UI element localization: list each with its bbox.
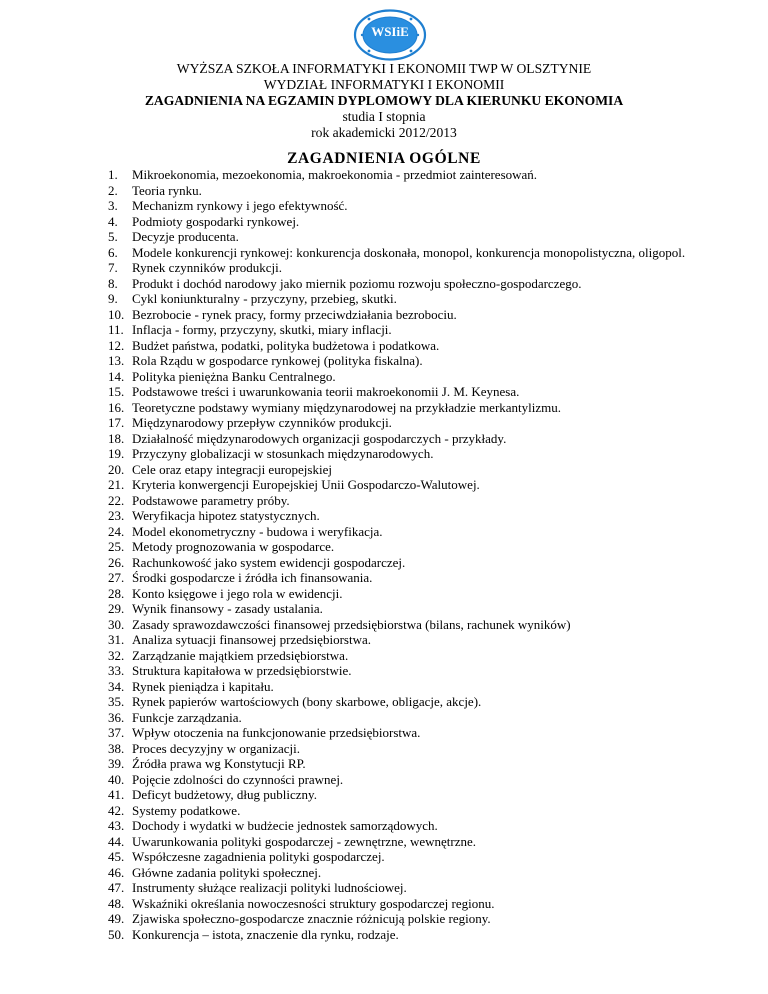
topic-number: 17. xyxy=(108,415,125,430)
topic-text: Rynek czynników produkcji. xyxy=(132,260,283,275)
topic-item xyxy=(108,477,685,493)
topic-number: 39. xyxy=(108,756,125,771)
topic-text: Źródła prawa wg Konstytucji RP. xyxy=(132,756,306,771)
topic-number: 25. xyxy=(108,539,125,554)
topic-item xyxy=(108,229,685,245)
university-logo xyxy=(353,9,427,61)
topic-text: Systemy podatkowe. xyxy=(132,802,241,818)
topic-text: Modele konkurencji rynkowej: konkurencja doskonała, monopol, konkurencja monopolistyczna, oligopol. xyxy=(132,244,686,260)
topic-item xyxy=(108,710,685,726)
topic-item xyxy=(108,508,685,524)
topic-text: Podmioty gospodarki rynkowej. xyxy=(132,213,300,229)
topic-text: Rola Rządu w gospodarce rynkowej (polityka fiskalna). xyxy=(132,353,423,368)
topic-item xyxy=(108,539,685,555)
topic-item xyxy=(108,338,685,354)
topic-item xyxy=(108,741,685,757)
topic-text: Weryfikacja hipotez statystycznych. xyxy=(132,508,320,523)
topic-text: Konto księgowe i jego rola w ewidencji. xyxy=(132,585,343,601)
topic-item xyxy=(108,648,685,664)
topic-number: 43. xyxy=(108,818,125,833)
topic-number: 18. xyxy=(108,430,125,446)
topic-text: Funkcje zarządzania. xyxy=(132,709,242,725)
topic-text: Środki gospodarcze i źródła ich finansowania. xyxy=(132,570,373,585)
topic-number: 37. xyxy=(108,725,125,740)
section-title: ZAGADNIENIA OGÓLNE xyxy=(287,150,481,167)
topic-item xyxy=(108,617,685,633)
topic-number: 35. xyxy=(108,694,125,709)
topic-item xyxy=(108,849,685,865)
topic-text: Działalność międzynarodowych organizacji gospodarczych - przykłady. xyxy=(132,430,507,446)
topic-item xyxy=(108,555,685,571)
topic-text: Główne zadania polityki społecznej. xyxy=(132,864,322,880)
topic-text: Produkt i dochód narodowy jako miernik poziomu rozwoju społeczno-gospodarczego. xyxy=(132,275,582,291)
topic-item xyxy=(108,400,685,416)
topic-number: 26. xyxy=(108,554,125,570)
topic-text: Instrumenty służące realizacji polityki ludnościowej. xyxy=(132,880,407,895)
topic-item xyxy=(108,524,685,540)
topic-number: 42. xyxy=(108,802,125,818)
topic-number: 33. xyxy=(108,663,125,678)
topic-text: Metody prognozowania w gospodarce. xyxy=(132,539,335,554)
topic-item xyxy=(108,787,685,803)
topic-number: 47. xyxy=(108,880,125,895)
topic-number: 46. xyxy=(108,864,125,880)
topic-number: 9. xyxy=(108,291,118,306)
topic-item xyxy=(108,679,685,695)
topic-text: Zasady sprawozdawczości finansowej przedsiębiorstwa (bilans, rachunek wyników) xyxy=(132,616,571,632)
topic-text: Zjawiska społeczno-gospodarcze znacznie różnicują polskie regiony. xyxy=(132,911,491,926)
topic-text: Polityka pieniężna Banku Centralnego. xyxy=(132,368,336,384)
topic-text: Deficyt budżetowy, dług publiczny. xyxy=(132,787,317,802)
topic-number: 34. xyxy=(108,678,125,694)
topic-number: 5. xyxy=(108,229,118,244)
topic-item xyxy=(108,493,685,509)
topic-item xyxy=(108,353,685,369)
topic-text: Analiza sytuacji finansowej przedsiębiorstwa. xyxy=(132,632,371,647)
topic-text: Przyczyny globalizacji w stosunkach międzynarodowych. xyxy=(132,446,434,461)
topic-text: Podstawowe treści i uwarunkowania teorii makroekonomii J. M. Keynesa. xyxy=(132,384,520,399)
topic-item xyxy=(108,803,685,819)
topic-text: Inflacja - formy, przyczyny, skutki, miary inflacji. xyxy=(132,322,392,337)
topic-item xyxy=(108,834,685,850)
topic-text: Rynek papierów wartościowych (bony skarbowe, obligacje, akcje). xyxy=(132,694,482,709)
topic-item xyxy=(108,276,685,292)
topic-number: 40. xyxy=(108,771,125,787)
topic-number: 7. xyxy=(108,260,118,275)
topic-text: Zarządzanie majątkiem przedsiębiorstwa. xyxy=(132,647,349,663)
topic-text: Teoretyczne podstawy wymiany międzynarodowej na przykładzie merkantylizmu. xyxy=(132,399,562,415)
topic-number: 28. xyxy=(108,585,125,601)
topic-number: 30. xyxy=(108,616,125,632)
topic-text: Konkurencja – istota, znaczenie dla rynku, rodzaje. xyxy=(132,926,399,942)
topic-text: Model ekonometryczny - budowa i weryfikacja. xyxy=(132,523,383,539)
topic-item xyxy=(108,322,685,338)
topic-item xyxy=(108,245,685,261)
topic-item xyxy=(108,167,685,183)
topic-number: 41. xyxy=(108,787,125,802)
topic-number: 22. xyxy=(108,492,125,508)
topic-item xyxy=(108,446,685,462)
topic-item xyxy=(108,911,685,927)
topic-text: Rachunkowość jako system ewidencji gospodarczej. xyxy=(132,554,406,570)
topic-number: 4. xyxy=(108,213,118,229)
topic-number: 24. xyxy=(108,523,125,539)
topic-item xyxy=(108,570,685,586)
topic-number: 38. xyxy=(108,740,125,756)
topic-number: 20. xyxy=(108,461,125,477)
topic-number: 31. xyxy=(108,632,125,647)
topic-text: Dochody i wydatki w budżecie jednostek samorządowych. xyxy=(132,818,438,833)
topic-item xyxy=(108,307,685,323)
topic-text: Pojęcie zdolności do czynności prawnej. xyxy=(132,771,344,787)
topic-number: 1. xyxy=(108,167,118,182)
topic-item xyxy=(108,756,685,772)
topic-number: 10. xyxy=(108,306,125,322)
topic-item xyxy=(108,694,685,710)
topic-text: Cele oraz etapy integracji europejskiej xyxy=(132,461,332,477)
topic-number: 15. xyxy=(108,384,125,399)
topic-text: Cykl koniunkturalny - przyczyny, przebieg, skutki. xyxy=(132,291,397,306)
topic-item xyxy=(108,183,685,199)
topic-text: Teoria rynku. xyxy=(132,182,202,198)
topic-item xyxy=(108,384,685,400)
topic-item xyxy=(108,601,685,617)
topic-number: 2. xyxy=(108,182,118,198)
topic-number: 21. xyxy=(108,477,125,492)
topic-text: Uwarunkowania polityki gospodarczej - zewnętrzne, wewnętrzne. xyxy=(132,833,476,849)
topic-item xyxy=(108,214,685,230)
topic-number: 27. xyxy=(108,570,125,585)
topic-number: 16. xyxy=(108,399,125,415)
topic-text: Decyzje producenta. xyxy=(132,229,239,244)
topic-number: 36. xyxy=(108,709,125,725)
topic-number: 13. xyxy=(108,353,125,368)
topic-text: Rynek pieniądza i kapitału. xyxy=(132,678,274,694)
topic-item xyxy=(108,772,685,788)
faculty-name: WYDZIAŁ INFORMATYKI I EKONOMII xyxy=(263,77,505,92)
topic-number: 23. xyxy=(108,508,125,523)
topic-text: Wynik finansowy - zasady ustalania. xyxy=(132,601,323,616)
topic-text: Proces decyzyjny w organizacji. xyxy=(132,740,300,756)
topic-item xyxy=(108,818,685,834)
topic-text: Bezrobocie - rynek pracy, formy przeciwdziałania bezrobociu. xyxy=(132,306,457,322)
topic-number: 14. xyxy=(108,368,125,384)
topic-item xyxy=(108,927,685,943)
topic-number: 3. xyxy=(108,198,118,213)
topic-item xyxy=(108,198,685,214)
topic-number: 49. xyxy=(108,911,125,926)
topic-item xyxy=(108,291,685,307)
topic-item xyxy=(108,865,685,881)
topic-number: 45. xyxy=(108,849,125,864)
topic-number: 29. xyxy=(108,601,125,616)
topic-item xyxy=(108,632,685,648)
topic-item xyxy=(108,896,685,912)
topic-text: Wpływ otoczenia na funkcjonowanie przedsiębiorstwa. xyxy=(132,725,421,740)
topic-number: 11. xyxy=(108,322,124,337)
academic-year: rok akademicki 2012/2013 xyxy=(311,125,457,140)
topic-text: Mikroekonomia, mezoekonomia, makroekonomia - przedmiot zainteresowań. xyxy=(132,167,538,182)
topic-number: 44. xyxy=(108,833,125,849)
topic-text: Budżet państwa, podatki, polityka budżetowa i podatkowa. xyxy=(132,337,440,353)
topic-text: Mechanizm rynkowy i jego efektywność. xyxy=(132,198,348,213)
logo-letters: WSIiE xyxy=(371,24,409,39)
topic-number: 12. xyxy=(108,337,125,353)
topic-number: 8. xyxy=(108,275,118,291)
document-header xyxy=(0,61,768,141)
topic-item xyxy=(108,415,685,431)
topic-number: 32. xyxy=(108,647,125,663)
topic-text: Wskaźniki określania nowoczesności struktury gospodarczej regionu. xyxy=(132,895,495,911)
topic-item xyxy=(108,880,685,896)
topic-item xyxy=(108,369,685,385)
topic-item xyxy=(108,663,685,679)
topic-item xyxy=(108,431,685,447)
study-level: studia I stopnia xyxy=(342,109,426,124)
topics-list xyxy=(108,167,685,942)
topic-text: Międzynarodowy przepływ czynników produkcji. xyxy=(132,415,392,430)
document-title: ZAGADNIENIA NA EGZAMIN DYPLOMOWY DLA KIERUNKU EKONOMIA xyxy=(144,93,624,108)
topic-text: Struktura kapitałowa w przedsiębiorstwie. xyxy=(132,663,352,678)
topic-item xyxy=(108,462,685,478)
topic-text: Kryteria konwergencji Europejskiej Unii Gospodarczo-Walutowej. xyxy=(132,477,480,492)
topic-item xyxy=(108,586,685,602)
topic-item xyxy=(108,725,685,741)
topic-number: 48. xyxy=(108,895,125,911)
topic-number: 6. xyxy=(108,244,118,260)
topic-number: 50. xyxy=(108,926,125,942)
topic-text: Współczesne zagadnienia polityki gospodarczej. xyxy=(132,849,385,864)
topic-item xyxy=(108,260,685,276)
school-name: WYŻSZA SZKOŁA INFORMATYKI I EKONOMII TWP W OLSZTYNIE xyxy=(176,61,592,76)
topic-text: Podstawowe parametry próby. xyxy=(132,492,290,508)
topic-number: 19. xyxy=(108,446,125,461)
